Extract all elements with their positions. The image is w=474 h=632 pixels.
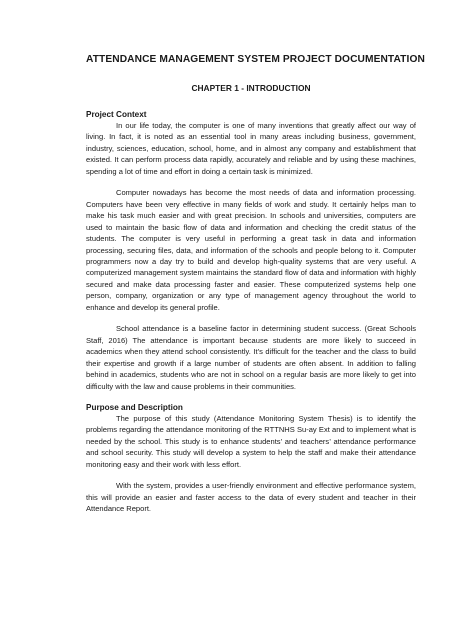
- document-title: ATTENDANCE MANAGEMENT SYSTEM PROJECT DOCUMENTATION: [86, 54, 425, 65]
- section-heading: Project Context: [86, 110, 147, 119]
- chapter-title: CHAPTER 1 - INTRODUCTION: [191, 83, 311, 93]
- paragraph: In our life today, the computer is one of many inventions that greatly affect our way of living. In fact, it is noted as an essential tool in many areas including business, government, industry, sciences, education, school, home, and in almost any company and establishment that existed. It can perform process data rapidly, accurately and reliable and by using these machines, spending a lot of time and effort in doing a certain task is minimized.: [86, 121, 416, 176]
- paragraph: Computer nowadays has become the most needs of data and information processing. Computers have been very effective in many fields of work and study. It certainly helps man to make his task much easier and with great precision. In schools and universities, computers are used to maintain the basic flow of data and information and checking the credit status of the students. The computer is very useful in performing a great task in data and information processing, securing files, data, and information of the schools and people belong to it. Computer programmers now a day try to build and develop high-quality systems that are very useful. A computerized management system maintains the standard flow of data and information with highly secured and make data processing faster and easier. These computerized systems help one person, company, organization or any type of management agency throughout the world to enhance and develop its general profile.: [86, 188, 416, 312]
- section-project-context: [86, 110, 416, 392]
- paragraph: With the system, provides a user-friendly environment and effective performance system, this will provide an easier and faster access to the data of every student and teacher in their Attendance Report.: [86, 481, 416, 514]
- section-heading: Purpose and Description: [86, 402, 183, 412]
- paragraph: The purpose of this study (Attendance Monitoring System Thesis) is to identify the problems regarding the attendance monitoring of the RTTNHS Su-ay Ext and to implement what is needed by the school. This study is to enhance students’ and teachers’ attendance performance and school security. This study will develop a system to help the staff and make their attendance monitoring easy and their work with less effort.: [86, 413, 416, 469]
- paragraph: School attendance is a baseline factor in determining student success. (Great Schools Staff, 2016) The attendance is important because students are more likely to succeed in academics when they attend school consistently. It’s difficult for the teacher and the class to build their expertise and growth if a large number of students are often absent. In addition to falling behind in academics, students who are not in school on a regular basis are more likely to get into difficulty with the law and cause problems in their communities.: [86, 324, 416, 391]
- section-purpose-and-description: [86, 403, 416, 515]
